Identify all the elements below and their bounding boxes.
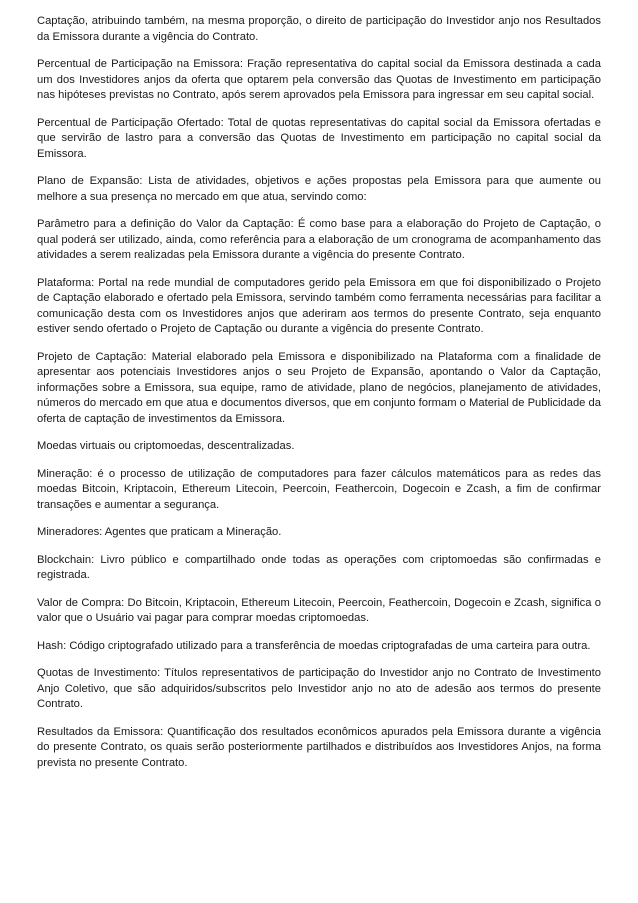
paragraph-blockchain: Blockchain: Livro público e compartilhado onde todas as operações com criptomoedas são confirmadas e registrada. xyxy=(37,553,601,581)
paragraph-resultados-emissora: Resultados da Emissora: Quantificação dos resultados econômicos apurados pela Emissora durante a vigência do presente Contrato, os quais serão posteriormente partilhados e distribuídos aos Investidores Anjos, na forma prevista no presente Contrato. xyxy=(37,725,601,769)
paragraph-percentual-participacao-emissora: Percentual de Participação na Emissora: Fração representativa do capital social da Emissora destinada a cada um dos Investidores anjos da oferta que optarem pela conversão das Quotas de Investimento em participação nas hipóteses previstas no Contrato, após serem aprovados pela Emissora para ingressar em seu capital social. xyxy=(37,58,601,101)
paragraph-moedas-virtuais: Moedas virtuais ou criptomoedas, descentralizadas. xyxy=(37,440,295,452)
paragraph-hash: Hash: Código criptografado utilizado para a transferência de moedas criptografadas de uma carteira para outra. xyxy=(37,639,591,652)
paragraph-projeto-captacao: Projeto de Captação: Material elaborado pela Emissora e disponibilizado na Plataforma com a finalidade de apresentar aos potenciais Investidores anjos o seu Projeto de Expansão, apontando o Valor da Captação, informações sobre a Emissora, sua equipe, ramo de atividade, plano de negócios, planejamento de atividades, números do mercado em que atua e documentos diversos, que em conjunto formam o Material de Publicidade da oferta de captação de investimentos da Emissora. xyxy=(37,350,601,425)
paragraph-valor-compra: Valor de Compra: Do Bitcoin, Kriptacoin, Ethereum Litecoin, Peercoin, Feathercoin, Dogecoin e Zcash, significa o valor que o Usuário vai pagar para comprar moedas criptomoedas. xyxy=(37,596,601,624)
paragraph-percentual-participacao-ofertado: Percentual de Participação Ofertado: Total de quotas representativas do capital social da Emissora ofertadas e que servirão de lastro para a conversão das Quotas de Investimento em participação no capital social da Emissora. xyxy=(37,116,601,160)
paragraph-mineradores: Mineradores: Agentes que praticam a Mineração. xyxy=(37,526,282,538)
paragraph-mineracao: Mineração: é o processo de utilização de computadores para fazer cálculos matemáticos para as redes das moedas Bitcoin, Kriptacoin, Ethereum Litecoin, Peercoin, Feathercoin, Dogecoin e Zcash, a fim de confirmar transações e aumentar a segurança. xyxy=(37,467,601,511)
paragraph-parametro-valor-captacao: Parâmetro para a definição do Valor da Captação: É como base para a elaboração do Projeto de Captação, o qual poderá ser utilizado, ainda, como referência para a elaboração de um cronograma de acompanhamento das atividades a serem realizadas pela Emissora durante a vigência do presente Contrato. xyxy=(37,218,601,261)
paragraph-captacao-continuation: Captação, atribuindo também, na mesma proporção, o direito de participação do Investidor anjo nos Resultados da Emissora durante a vigência do Contrato. xyxy=(37,15,601,43)
paragraph-quotas-investimento: Quotas de Investimento: Títulos representativos de participação do Investidor anjo no Contrato de Investimento Anjo Coletivo, que são adquiridos/subscritos pelo Investidor anjo no ato de adesão aos termos do presente Contrato. xyxy=(37,667,601,710)
paragraph-plano-expansao: Plano de Expansão: Lista de atividades, objetivos e ações propostas pela Emissora para que aumente ou melhore a sua presença no mercado em que atua, servindo como: xyxy=(37,175,601,203)
paragraph-plataforma: Plataforma: Portal na rede mundial de computadores gerido pela Emissora em que foi disponibilizado o Projeto de Captação elaborado e ofertado pela Emissora, servindo também como ferramenta necessárias para facilitar a comunicação desta com os Investidores anjos que aderiram aos termos do presente Contrato, seja enquanto estiver sendo ofertado o Projeto de Captação ou durante a vigência do presente Contrato. xyxy=(37,276,601,335)
